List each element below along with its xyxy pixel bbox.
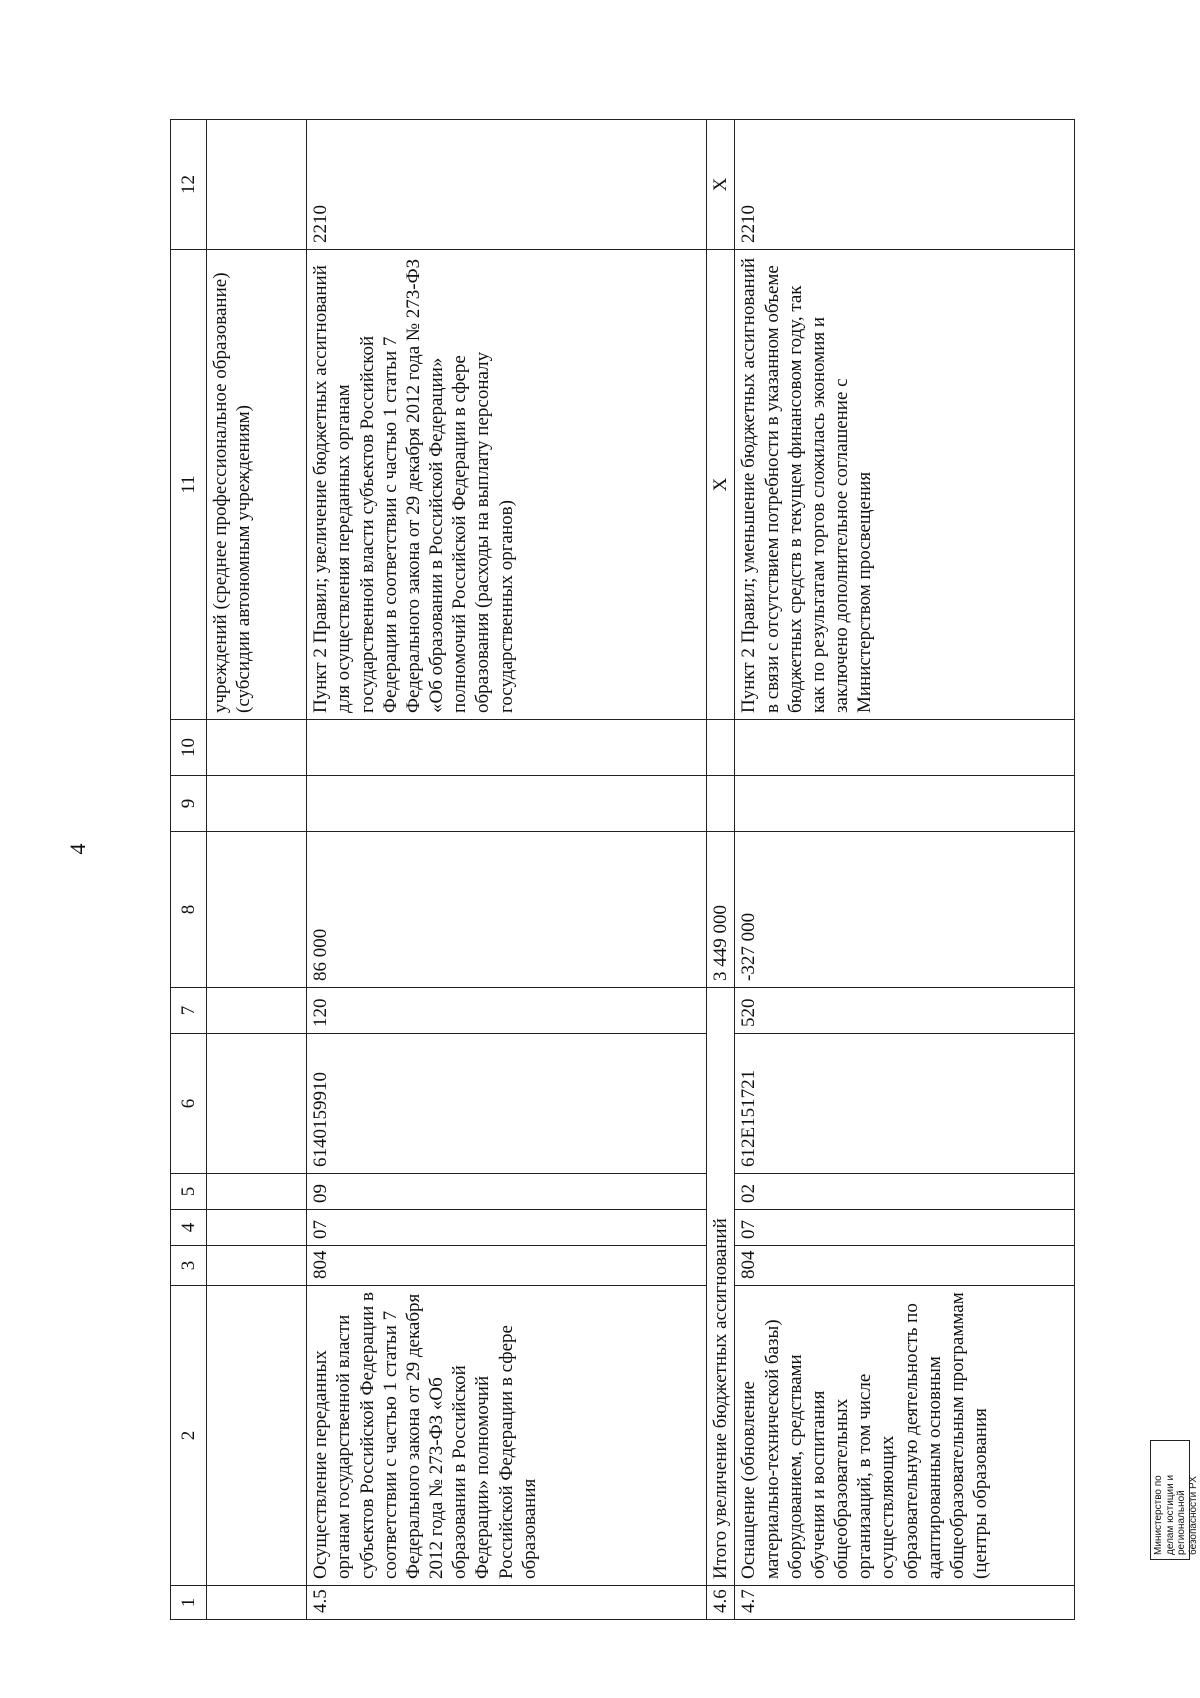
- col10-value: [735, 720, 1075, 776]
- code-value: 2210: [735, 120, 1075, 250]
- row-number: 4.7: [735, 1586, 1075, 1620]
- amount: [207, 832, 307, 988]
- section-code: 07: [307, 1210, 707, 1246]
- table-row: [207, 120, 307, 1620]
- col10-value: [207, 720, 307, 776]
- code-value: X: [707, 120, 735, 250]
- item-name: Осуществление переданных органам государственной власти субъектов Российской Федерации в соответствии с частью 1 статьи 7 Федерального закона от 29 декабря 2012 года № 273-ФЗ «Об образовании в Российской Федерации» полномочий Российской Федерации в сфере образования: [307, 1286, 707, 1586]
- expense-type: [207, 988, 307, 1034]
- table-row: [735, 120, 1075, 1620]
- total-row: [707, 120, 735, 1620]
- expense-type: 120: [307, 988, 707, 1034]
- row-number: 4.5: [307, 1586, 707, 1620]
- total-amount: 3 449 000: [707, 832, 735, 988]
- header-cell: 11: [171, 250, 207, 720]
- budget-table: [170, 119, 1075, 1620]
- section-code: 07: [735, 1210, 1075, 1246]
- justification: Пункт 2 Правил; увеличение бюджетных ассигнований для осуществления переданных органам государственной власти субъектов Российской Федерации в соответствии с частью 1 статьи 7 Федерального закона от 29 декабря 2012 года № 273-ФЗ «Об образовании в Российской Федерации» полномочий Российской Федерации в сфере образования (расходы на выплату персоналу государственных органов): [307, 250, 707, 720]
- header-cell: 2: [171, 1286, 207, 1586]
- expense-type: 520: [735, 988, 1075, 1034]
- header-cell: 9: [171, 776, 207, 832]
- target-article: 6140159910: [307, 1034, 707, 1174]
- code-value: 2210: [307, 120, 707, 250]
- ministry-code: 804: [307, 1246, 707, 1286]
- target-article: [207, 1034, 307, 1174]
- justification: X: [707, 250, 735, 720]
- subsection-code: [207, 1174, 307, 1210]
- col10-value: [707, 720, 735, 776]
- row-number: [207, 1586, 307, 1620]
- header-cell: 8: [171, 832, 207, 988]
- subsection-code: 09: [307, 1174, 707, 1210]
- ministry-stamp: Министерство по делам юстиции и региональной безопасности РХ: [1150, 1440, 1190, 1560]
- ministry-code: [207, 1246, 307, 1286]
- target-article: 612E151721: [735, 1034, 1075, 1174]
- header-cell: 3: [171, 1246, 207, 1286]
- item-name: [207, 1286, 307, 1586]
- header-cell: 6: [171, 1034, 207, 1174]
- row-number: 4.6: [707, 1586, 735, 1620]
- section-code: [207, 1210, 307, 1246]
- justification: Пункт 2 Правил; уменьшение бюджетных ассигнований в связи с отсутствием потребности в указанном объеме бюджетных средств в текущем финансовом году, так как по результатам торгов сложилась экономия и заключено дополнительное соглашение с Министерством просвещения: [735, 250, 1075, 720]
- table-row: [307, 120, 707, 1620]
- col9-value: [207, 776, 307, 832]
- code-value: [207, 120, 307, 250]
- header-cell: 4: [171, 1210, 207, 1246]
- header-cell: 1: [171, 1586, 207, 1620]
- col10-value: [307, 720, 707, 776]
- col9-value: [707, 776, 735, 832]
- ministry-code: 804: [735, 1246, 1075, 1286]
- col9-value: [307, 776, 707, 832]
- header-cell: 7: [171, 988, 207, 1034]
- col9-value: [735, 776, 1075, 832]
- amount: -327 000: [735, 832, 1075, 988]
- header-cell: 12: [171, 120, 207, 250]
- header-cell: 5: [171, 1174, 207, 1210]
- total-label: Итого увеличение бюджетных ассигнований: [707, 988, 735, 1586]
- subsection-code: 02: [735, 1174, 1075, 1210]
- header-row: [171, 120, 207, 1620]
- header-cell: 10: [171, 720, 207, 776]
- amount: 86 000: [307, 832, 707, 988]
- page-number: 4: [65, 843, 90, 855]
- rotated-table-container: [170, 120, 1110, 1620]
- justification: учреждений (среднее профессиональное образование) (субсидии автономным учреждениям): [207, 250, 307, 720]
- item-name: Оснащение (обновление материально-технической базы) оборудованием, средствами обучения и воспитания общеобразовательных организаций, в том числе осуществляющих образовательную деятельность по адаптированным основным общеобразовательным программам (центры образования: [735, 1286, 1075, 1586]
